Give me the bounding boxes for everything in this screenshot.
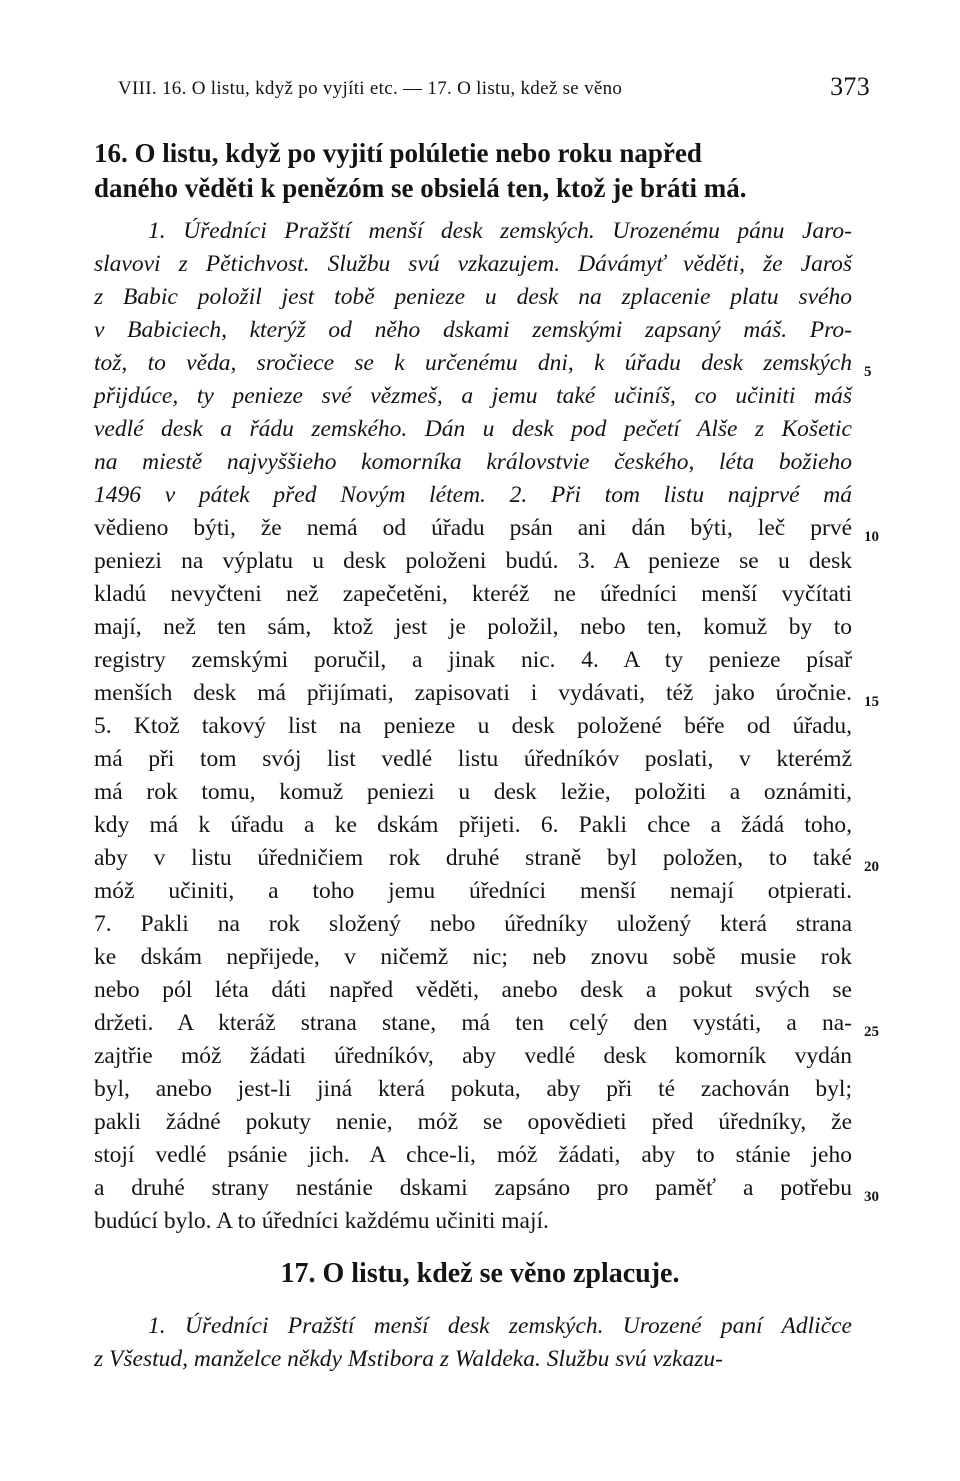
line-number: 15 xyxy=(864,694,879,710)
section-17-text xyxy=(94,1310,852,1376)
text-line: aby v listu úředničiem rok druhé straně byl položen, to také xyxy=(94,845,852,871)
text-line: na miestě najvyššieho komorníka královstvie českého, léta božieho xyxy=(94,449,852,475)
text-line: vedlé desk a řádu zemského. Dán u desk pod pečetí Alše z Košetic xyxy=(94,416,852,442)
text-line: přijdúce, ty penieze své vězmeš, a jemu také učiníš, co učiniti máš xyxy=(94,383,852,409)
text-line: stojí vedlé psánie jich. A chce-li, móž žádati, aby to stánie jeho xyxy=(94,1142,852,1168)
text-line: mají, než ten sám, ktož jest je položil, nebo ten, komuž by to xyxy=(94,614,852,640)
line-number: 20 xyxy=(864,859,879,875)
page-number: 373 xyxy=(830,72,870,101)
running-title: VIII. 16. O listu, když po vyjíti etc. — 17. O listu, kdež se věno xyxy=(118,78,623,99)
line-number: 5 xyxy=(864,364,872,380)
text-line: byl, anebo jest-li jiná která pokuta, aby při té zachován byl; xyxy=(94,1076,852,1102)
text-line: 5. Ktož takový list na penieze u desk položené béře od úřadu, xyxy=(94,713,852,739)
text-line: budúcí bylo. A to úředníci každému učiniti mají. xyxy=(94,1208,549,1234)
text-line: 7. Pakli na rok složený nebo úředníky uložený která strana xyxy=(94,911,852,937)
running-header xyxy=(118,72,870,106)
text-line: ke dskám nepřijede, v ničemž nic; neb znovu sobě musie rok xyxy=(94,944,852,970)
heading-line: daného věděti k penězóm se obsielá ten, ktož je bráti má. xyxy=(94,173,747,203)
text-line: zajtřie móž žádati úředníkóv, aby vedlé desk komorník vydán xyxy=(94,1043,852,1069)
text-line: peniezi na výplatu u desk položeni budú. 3. A penieze se u desk xyxy=(94,548,852,574)
text-line: kdy má k úřadu a ke dskám přijeti. 6. Pakli chce a žádá toho, xyxy=(94,812,852,838)
text-line: držeti. A kteráž strana stane, má ten celý den vystáti, a na- xyxy=(94,1010,852,1036)
text-line: má při tom svój list vedlé listu úředníkóv poslati, v kterémž xyxy=(94,746,852,772)
line-number: 30 xyxy=(864,1189,879,1205)
text-line: pakli žádné pokuty nenie, móž se opovědieti před úředníky, že xyxy=(94,1109,852,1135)
text-line: z Všestud, manželce někdy Mstibora z Waldeka. Službu svú vzkazu- xyxy=(94,1346,723,1372)
section-16-text xyxy=(94,215,852,1238)
text-line: móž učiniti, a toho jemu úředníci menší nemají otpierati. xyxy=(94,878,852,904)
section-16-heading xyxy=(94,136,854,206)
text-line: 1. Úředníci Pražští menší desk zemských. Urozenému pánu Jaro- xyxy=(148,218,852,244)
text-line: menších desk má přijímati, zapisovati i vydávati, též jako úročnie. xyxy=(94,680,852,706)
line-number: 10 xyxy=(864,529,879,545)
text-line: slavovi z Pětichvost. Službu svú vzkazujem. Dávámyť věděti, že Jaroš xyxy=(94,251,852,277)
section-17-heading: 17. O listu, kdež se věno zplacuje. xyxy=(280,1258,680,1289)
text-line: 1496 v pátek před Novým létem. 2. Při tom listu najprvé má xyxy=(94,482,852,508)
text-line: z Babic položil jest tobě penieze u desk na zplacenie platu svého xyxy=(94,284,852,310)
text-line: tož, to věda, sročiece se k určenému dni, k úřadu desk zemských xyxy=(94,350,852,376)
line-number: 25 xyxy=(864,1024,879,1040)
text-line: má rok tomu, komuž peniezi u desk ležie, položiti a oznámiti, xyxy=(94,779,852,805)
text-line: registry zemskými poručil, a jinak nic. 4. A ty penieze písař xyxy=(94,647,852,673)
text-line: 1. Úředníci Pražští menší desk zemských. Urozené paní Adličce xyxy=(148,1313,852,1339)
text-line: vědieno býti, že nemá od úřadu psán ani dán býti, leč prvé xyxy=(94,515,852,541)
text-line: a druhé strany nestánie dskami zapsáno pro paměť a potřebu xyxy=(94,1175,852,1201)
text-line: nebo pól léta dáti napřed věděti, anebo desk a pokut svých se xyxy=(94,977,852,1003)
text-line: kladú nevyčteni než zapečetěni, kteréž ne úředníci menší vyčítati xyxy=(94,581,852,607)
heading-line: 16. O listu, když po vyjití polúletie nebo roku napřed xyxy=(94,138,702,168)
text-line: v Babiciech, kterýž od něho dskami zemskými zapsaný máš. Pro- xyxy=(94,317,852,343)
